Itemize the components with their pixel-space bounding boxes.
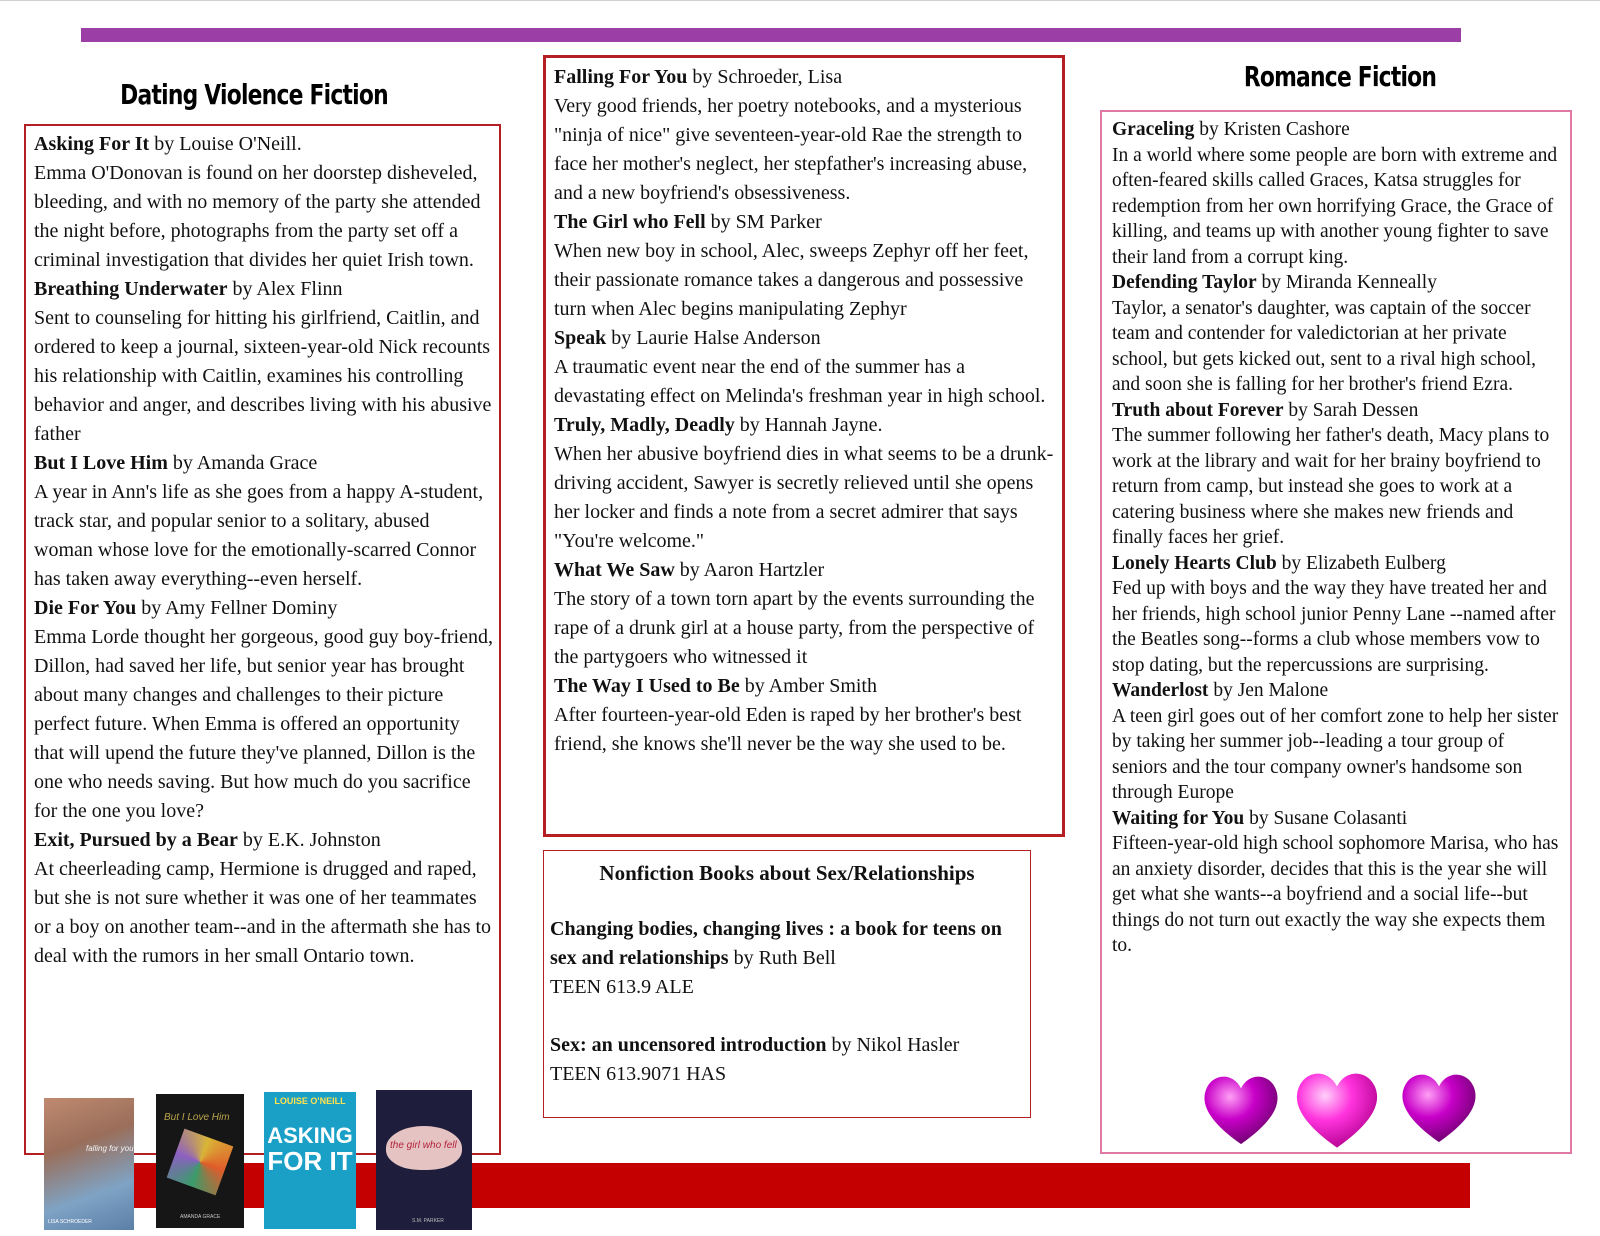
- book-description: Emma O'Donovan is found on her doorstep disheveled, bleeding, and with no memory of the party she attended the night before, photographs from the party set off a criminal investigation that divides her quiet Irish town.: [34, 162, 481, 271]
- book-entry: [554, 63, 1056, 92]
- book-title: The Girl who Fell: [554, 211, 706, 233]
- book-description: Fifteen-year-old high school sophomore Marisa, who has an anxiety disorder, decides that this is the year she will get what she wants--a boyfriend and a social life--but things do not turn out exactly the way she expects them to.: [1112, 833, 1559, 956]
- book-entry: [554, 556, 1056, 585]
- book-entry: [554, 208, 1056, 237]
- cover-title: falling for you: [86, 1144, 134, 1153]
- book-author: by Amber Smith: [739, 675, 877, 697]
- book-author: by Aaron Hartzler: [674, 559, 825, 581]
- cover-girl-who-fell: [376, 1090, 472, 1230]
- book-description: Taylor, a senator's daughter, was captain of the soccer team and contender for valedictorian at her private school, but gets kicked out, sent to a rival high school, and soon she is falling for her brother's friend Ezra.: [1112, 297, 1537, 395]
- heart-icon: [1200, 1068, 1282, 1148]
- book-author: by Laurie Halse Anderson: [606, 327, 821, 349]
- heart-icon: [1398, 1066, 1480, 1146]
- book-description: Emma Lorde thought her gorgeous, good guy boy-friend, Dillon, had saved her life, but senior year has brought about many changes and challenges to their picture perfect future. When Emma is offered an opportunity that will upend the future they've planned, Dillon is the one who needs saving. But how much do you sacrifice for the one you love?: [34, 626, 493, 822]
- book-title: Defending Taylor: [1112, 272, 1257, 293]
- book-author: by Jen Malone: [1208, 680, 1329, 701]
- book-title: Truth about Forever: [1112, 399, 1284, 421]
- call-number: TEEN 613.9 ALE: [550, 976, 694, 998]
- book-title: Sex: an uncensored introduction: [550, 1034, 827, 1056]
- book-author: by Alex Flinn: [227, 278, 343, 300]
- top-rule: [0, 0, 1600, 1]
- book-title: Asking For It: [34, 133, 150, 155]
- book-description: After fourteen-year-old Eden is raped by her brother's best friend, she knows she'll never be the way she used to be.: [554, 704, 1022, 755]
- romance-box: [1100, 110, 1572, 1154]
- book-entry: [34, 826, 493, 855]
- book-description: The story of a town torn apart by the events surrounding the rape of a drunk girl at a house party, from the perspective of the partygoers who witnessed it: [554, 588, 1035, 668]
- book-entry: [550, 915, 1024, 973]
- book-title: Speak: [554, 327, 607, 349]
- book-description: The summer following her father's death, Macy plans to work at the library and wait for her brainy boyfriend to return from camp, but instead she goes to work at a catering business where she makes new friends and finally faces her grief.: [1112, 425, 1550, 548]
- cover-asking-for-it: [264, 1092, 356, 1229]
- book-description: When her abusive boyfriend dies in what seems to be a drunk-driving accident, Sawyer is secretly relieved until she opens her locker and finds a note from a secret admirer that says "You're welcome.": [554, 443, 1054, 552]
- book-author: by Miranda Kenneally: [1256, 272, 1437, 293]
- cover-author: LOUISE O'NEILL: [274, 1096, 346, 1106]
- book-entry: [1112, 806, 1564, 832]
- book-author: by Amy Fellner Dominy: [136, 597, 338, 619]
- book-title: Changing bodies, changing lives : a book for teens on sex and relationships: [550, 918, 1002, 969]
- book-entry: [554, 672, 1056, 701]
- cover-title: the girl who fell: [390, 1140, 457, 1151]
- book-description: At cheerleading camp, Hermione is drugged and raped, but she is not sure whether it was one of her teammates or a boy on another team--and in the aftermath she has to deal with the rumors in her small Ontario town.: [34, 858, 492, 967]
- purple-banner: [81, 28, 1461, 42]
- book-entry: [1112, 551, 1564, 577]
- cover-falling-for-you: [44, 1098, 134, 1230]
- book-title: But I Love Him: [34, 452, 168, 474]
- book-title: Lonely Hearts Club: [1112, 552, 1277, 574]
- book-title: Graceling: [1112, 119, 1195, 140]
- book-description: Sent to counseling for hitting his girlfriend, Caitlin, and ordered to keep a journal, sixteen-year-old Nick recounts his relationship with Caitlin, examines his controlling behavior and anger, and describes living with his abusive father: [34, 307, 492, 445]
- nonfiction-title: Nonfiction Books about Sex/Relationships: [599, 861, 975, 885]
- book-title: What We Saw: [554, 559, 675, 581]
- book-description: In a world where some people are born with extreme and often-feared skills called Graces, Katsa struggles for redemption from her own horrifying Grace, the Grace of killing, and teams up with another young fighter to save their land from a corrupt king.: [1112, 144, 1558, 268]
- book-description: Fed up with boys and the way they have treated her and her friends, high school junior Penny Lane --named after the Beatles song--forms a club whose members vow to stop dating, but the repercussions are surprising.: [1112, 578, 1556, 676]
- book-entry: [1112, 117, 1564, 143]
- call-number: TEEN 613.9071 HAS: [550, 1063, 727, 1085]
- book-entry: [1112, 678, 1564, 704]
- book-author: by Amanda Grace: [167, 452, 318, 474]
- cover-author: S.M. PARKER: [412, 1218, 444, 1224]
- nonfiction-box: [543, 850, 1031, 1118]
- book-description: A year in Ann's life as she goes from a happy A-student, track star, and popular senior to a solitary, abused woman whose love for the emotionally-scarred Connor has taken away everything--even herself.: [34, 481, 484, 590]
- heading-dating-violence: Dating Violence Fiction: [120, 78, 388, 111]
- book-description: When new boy in school, Alec, sweeps Zephyr off her feet, their passionate romance takes a dangerous and possessive turn when Alec begins manipulating Zephyr: [554, 240, 1029, 320]
- book-description: A teen girl goes out of her comfort zone to help her sister by taking her summer job--leading a tour group of seniors and the tour company owner's handsome son through Europe: [1112, 705, 1559, 803]
- cover-title-line1: ASKING: [267, 1123, 353, 1148]
- book-author: by Kristen Cashore: [1194, 119, 1350, 140]
- book-entry: [1112, 270, 1564, 296]
- cover-author: LISA SCHROEDER: [48, 1219, 92, 1225]
- book-author: by SM Parker: [705, 211, 822, 233]
- book-title: Falling For You: [554, 66, 688, 88]
- book-title: Exit, Pursued by a Bear: [34, 829, 238, 851]
- book-author: by Ruth Bell: [728, 947, 836, 969]
- book-entry: [1112, 398, 1564, 424]
- heading-romance: Romance Fiction: [1243, 60, 1437, 93]
- book-title: Die For You: [34, 597, 137, 619]
- book-entry: [554, 324, 1056, 353]
- dating-violence-box-continued: [543, 55, 1065, 837]
- book-entry: [34, 594, 493, 623]
- book-author: by E.K. Johnston: [237, 829, 381, 851]
- book-title: Waiting for You: [1112, 807, 1245, 829]
- cover-art: [167, 1129, 234, 1196]
- book-title: Wanderlost: [1112, 680, 1209, 701]
- book-description: A traumatic event near the end of the summer has a devastating effect on Melinda's freshman year in high school.: [554, 356, 1046, 407]
- book-author: by Hannah Jayne.: [734, 414, 883, 436]
- cover-title-line2: FOR IT: [267, 1146, 353, 1176]
- book-entry: [34, 449, 493, 478]
- book-author: by Sarah Dessen: [1283, 399, 1419, 421]
- red-banner: [50, 1163, 1470, 1208]
- book-entry: [554, 411, 1056, 440]
- heart-icon: [1292, 1066, 1382, 1150]
- cover-title: But I Love Him: [164, 1112, 230, 1123]
- book-author: by Elizabeth Eulberg: [1276, 552, 1446, 574]
- cover-author: AMANDA GRACE: [180, 1214, 221, 1220]
- book-author: by Susane Colasanti: [1244, 807, 1408, 829]
- book-title: Breathing Underwater: [34, 278, 228, 300]
- dating-violence-box: [24, 124, 501, 1155]
- book-author: by Louise O'Neill.: [149, 133, 302, 155]
- cover-but-i-love-him: [156, 1094, 244, 1228]
- book-title: Truly, Madly, Deadly: [554, 414, 735, 436]
- book-title: The Way I Used to Be: [554, 675, 740, 697]
- book-description: Very good friends, her poetry notebooks, and a mysterious "ninja of nice" give seventeen-year-old Rae the strength to face her mother's neglect, her stepfather's increasing abuse, and a new boyfriend's obsessiveness.: [554, 95, 1028, 204]
- book-author: by Nikol Hasler: [826, 1034, 960, 1056]
- book-entry: [34, 130, 493, 159]
- book-author: by Schroeder, Lisa: [687, 66, 843, 88]
- book-entry: [550, 1031, 1024, 1060]
- book-entry: [34, 275, 493, 304]
